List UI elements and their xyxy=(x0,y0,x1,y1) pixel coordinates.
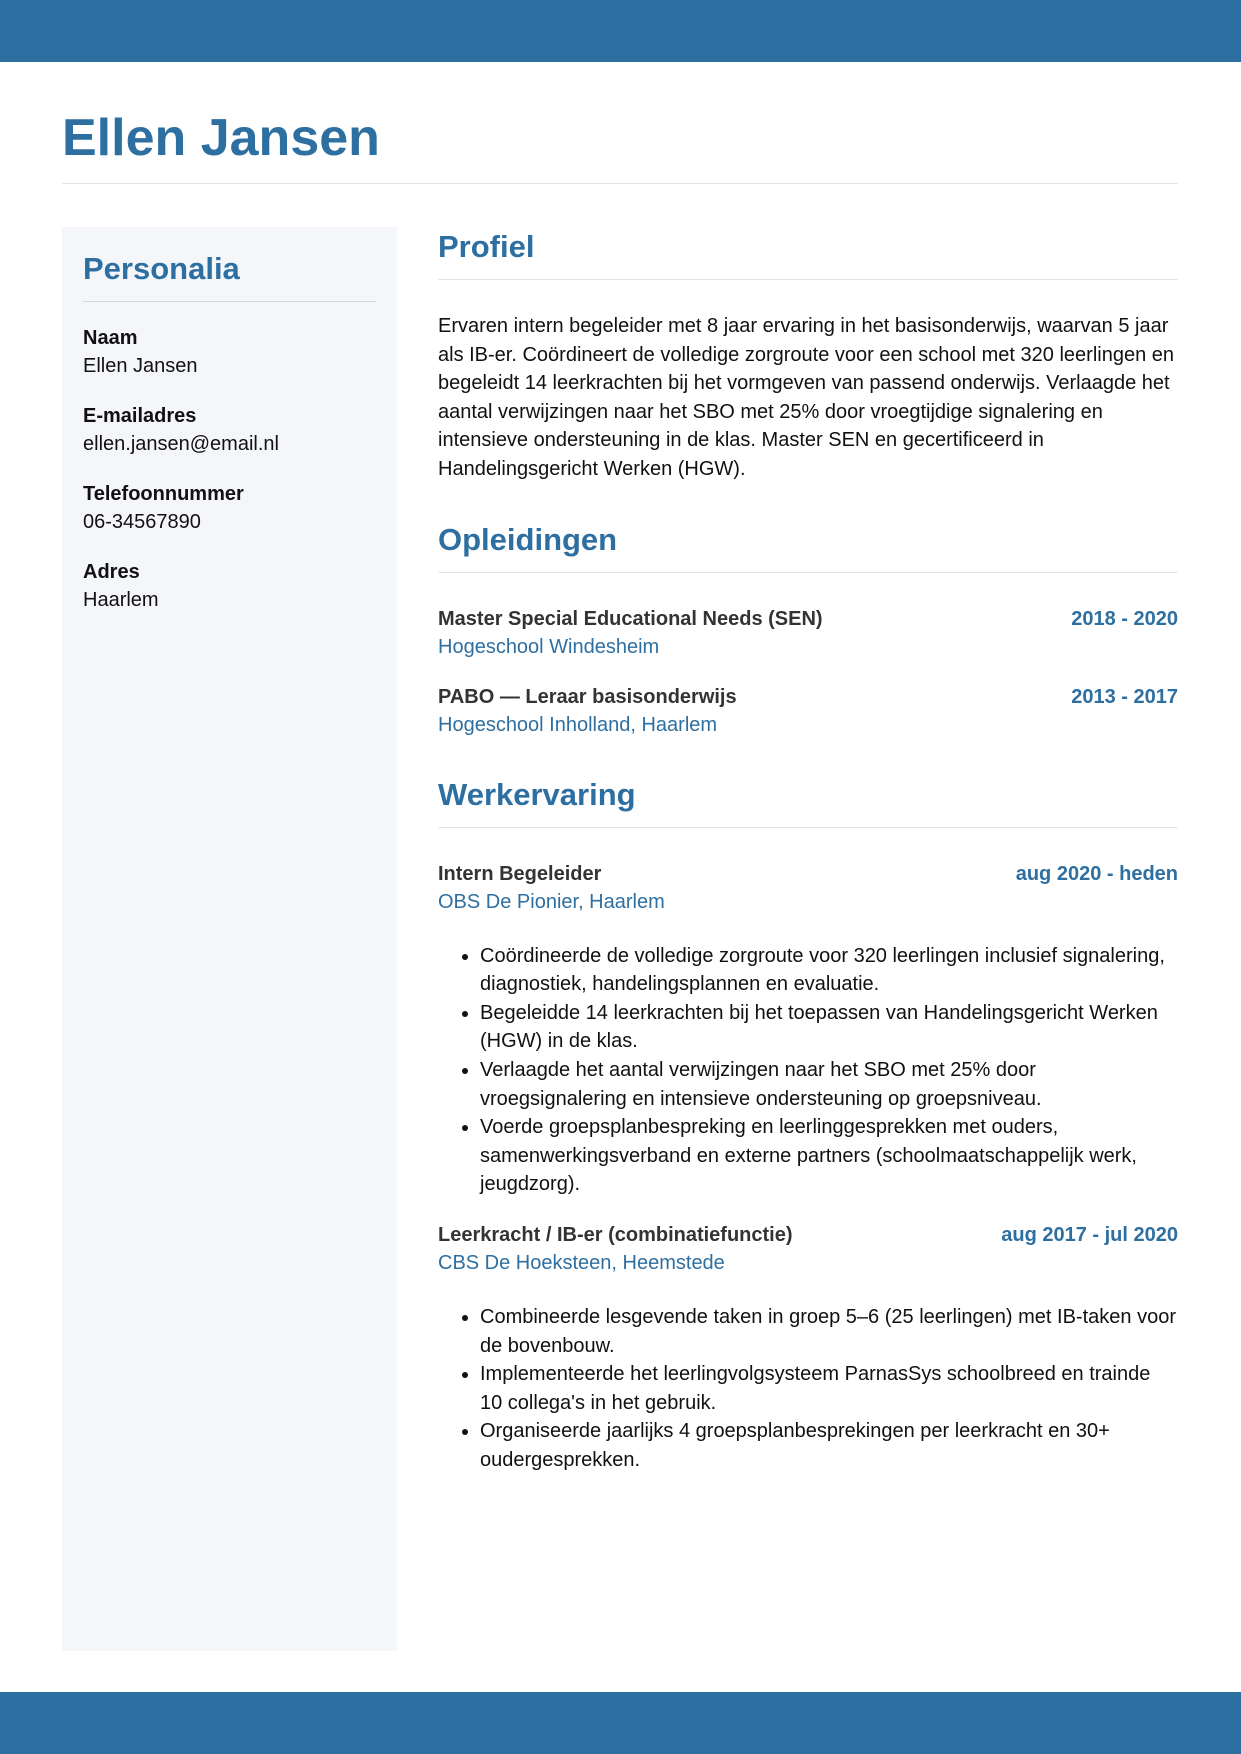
field-address xyxy=(83,558,376,614)
field-value: 06-34567890 xyxy=(83,511,201,533)
header-divider xyxy=(62,183,1178,184)
top-banner xyxy=(0,0,1241,62)
personal-details-sidebar xyxy=(62,227,397,1651)
institution: Hogeschool Windesheim xyxy=(438,635,660,658)
period: aug 2020 - heden xyxy=(1015,862,1178,885)
bottom-banner xyxy=(0,1692,1241,1754)
profile-section xyxy=(438,227,1178,484)
period: 2018 - 2020 xyxy=(1071,607,1178,630)
field-phone xyxy=(83,480,376,536)
field-value: Haarlem xyxy=(83,589,159,611)
job-entry xyxy=(438,860,1178,1199)
field-value: Ellen Jansen xyxy=(83,355,198,377)
period: 2013 - 2017 xyxy=(1071,685,1178,708)
section-divider xyxy=(438,827,1178,828)
institution: Hogeschool Inholland, Haarlem xyxy=(438,713,718,736)
employer: OBS De Pionier, Haarlem xyxy=(438,890,665,913)
section-title: Profiel xyxy=(438,229,535,264)
section-divider xyxy=(438,572,1178,573)
section-title: Werkervaring xyxy=(438,776,636,812)
main-content xyxy=(438,227,1178,1496)
profile-text: Ervaren intern begeleider met 8 jaar ervaring in het basisonderwijs, waarvan 5 jaar als IB-er. Coördineert de volledige zorgroute voor een school met 320 leerlingen en begeleidt 14 leerkrachten bij het vormgeven van passend onderwijs. Verlaagde het aantal verwijzingen naar het SBO met 25% door vroegtijdige signalering en intensieve ondersteuning in de klas. Master SEN en gecertificeerd in Handelingsgericht Werken (HGW). xyxy=(438,315,1174,480)
list-item: • Begeleidde 14 leerkrachten bij het toepassen van Handelingsgericht Werken (HGW) in de klas. xyxy=(480,999,1178,1056)
job-entry xyxy=(438,1221,1178,1475)
period: aug 2017 - jul 2020 xyxy=(1001,1223,1178,1246)
list-item: • Verlaagde het aantal verwijzingen naar het SBO met 25% door vroegsignalering en intensieve ondersteuning op groepsniveau. xyxy=(480,1056,1178,1113)
job-role: Leerkracht / IB-er (combinatiefunctie) xyxy=(438,1223,793,1246)
list-item: • Organiseerde jaarlijks 4 groepsplanbesprekingen per leerkracht en 30+ oudergesprekken. xyxy=(480,1417,1178,1474)
field-label: Naam xyxy=(83,327,138,349)
field-email xyxy=(83,402,376,458)
sidebar-title: Personalia xyxy=(83,251,240,286)
field-name xyxy=(83,324,376,380)
job-role: Intern Begeleider xyxy=(438,862,602,885)
job-bullets xyxy=(438,942,1178,1199)
field-label: E-mailadres xyxy=(83,405,197,427)
field-label: Adres xyxy=(83,561,140,583)
job-bullets xyxy=(438,1303,1178,1475)
degree-title: PABO — Leraar basisonderwijs xyxy=(438,685,737,708)
list-item: • Implementeerde het leerlingvolgsysteem ParnasSys schoolbreed en trainde 10 collega's in het gebruik. xyxy=(480,1360,1178,1417)
section-divider xyxy=(438,279,1178,280)
list-item: • Voerde groepsplanbespreking en leerlinggesprekken met ouders, samenwerkingsverband en externe partners (schoolmaatschappelijk werk, jeugdzorg). xyxy=(480,1113,1178,1199)
education-entry xyxy=(438,605,1178,661)
section-title: Opleidingen xyxy=(438,521,618,557)
education-section xyxy=(438,520,1178,739)
degree-title: Master Special Educational Needs (SEN) xyxy=(438,607,823,630)
candidate-name: Ellen Jansen xyxy=(62,109,380,167)
list-item: • Combineerde lesgevende taken in groep 5–6 (25 leerlingen) met IB-taken voor de bovenbouw. xyxy=(480,1303,1178,1360)
sidebar-divider xyxy=(83,301,376,302)
employer: CBS De Hoeksteen, Heemstede xyxy=(438,1251,725,1274)
field-value: ellen.jansen@email.nl xyxy=(83,433,279,455)
list-item: • Coördineerde de volledige zorgroute voor 320 leerlingen inclusief signalering, diagnostiek, handelingsplannen en evaluatie. xyxy=(480,942,1178,999)
education-entry xyxy=(438,683,1178,739)
field-label: Telefoonnummer xyxy=(83,483,244,505)
experience-section xyxy=(438,775,1178,1475)
